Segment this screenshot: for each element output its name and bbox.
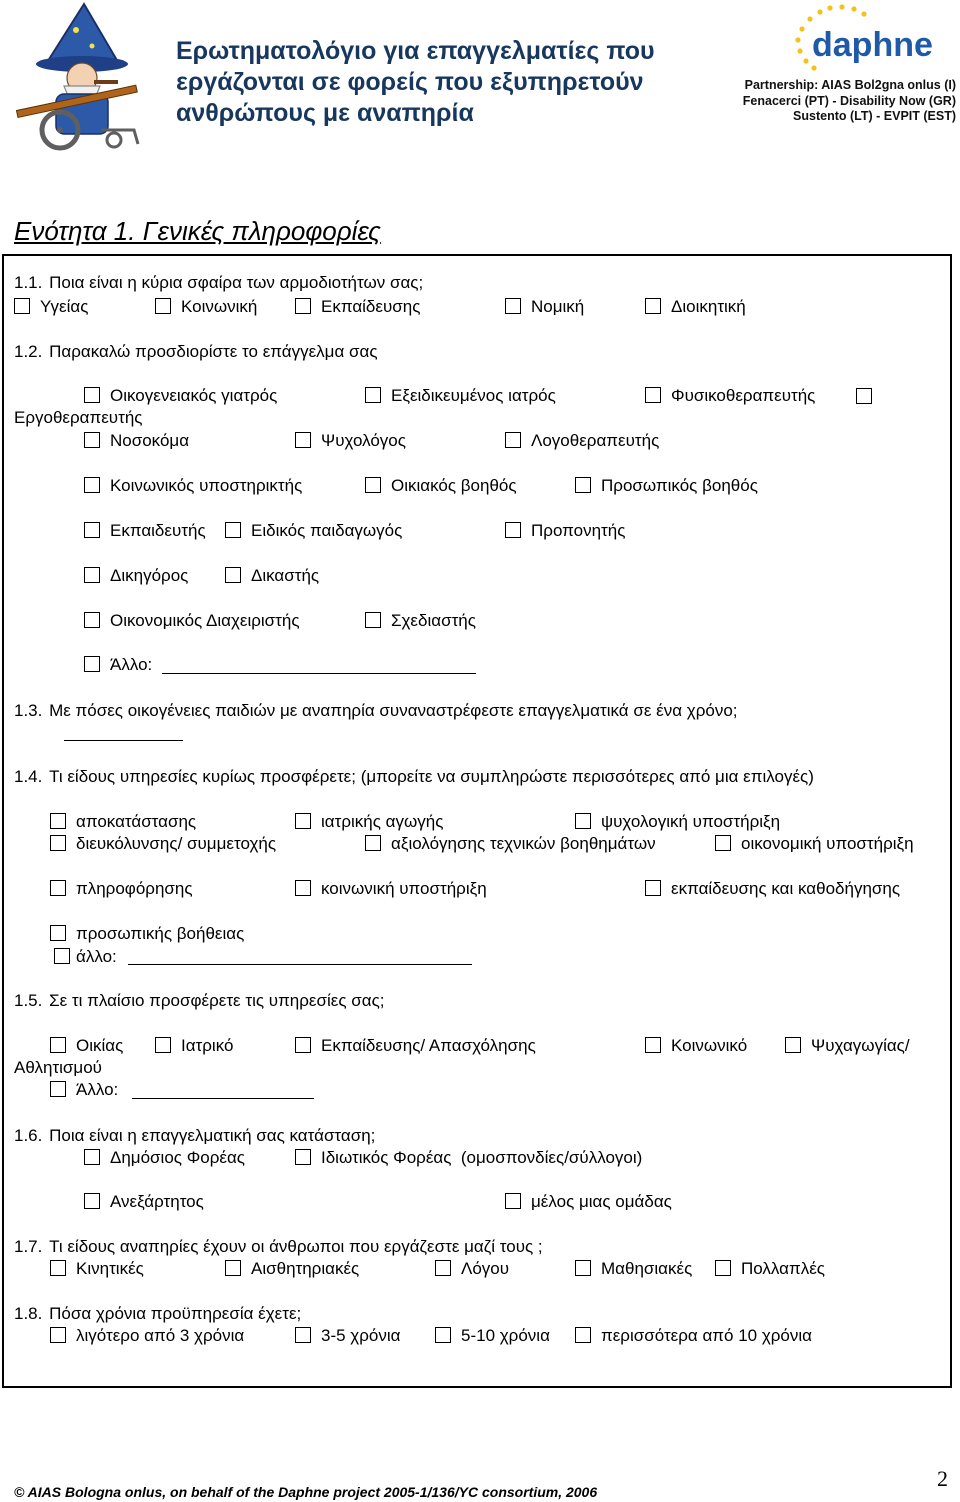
option-label: περισσότερα από 10 χρόνια — [601, 1326, 812, 1345]
option-label: 3-5 χρόνια — [321, 1326, 401, 1345]
option-ekpaideusis-kathodigisis[interactable] — [645, 879, 900, 899]
option-koinonikos-ypostiriktis[interactable] — [84, 476, 302, 496]
document-title — [176, 36, 716, 129]
title-line-2: εργάζονται σε φορείς που εξυπηρετούν — [176, 68, 644, 96]
checkbox[interactable] — [84, 567, 100, 583]
option-anexartitos[interactable] — [84, 1192, 204, 1212]
option-iatrikis-agogis[interactable] — [295, 812, 443, 832]
checkbox[interactable] — [575, 813, 591, 829]
question-number: 1.5. — [14, 991, 43, 1010]
question-1-2 — [14, 342, 378, 362]
option-label-ergotherapeftis: Εργοθεραπευτής — [14, 408, 143, 427]
option-psychologiki-ypostirixi[interactable] — [575, 812, 780, 832]
checkbox[interactable] — [645, 298, 661, 314]
checkbox[interactable] — [295, 298, 311, 314]
question-number: 1.3. — [14, 701, 43, 720]
checkbox[interactable] — [84, 656, 100, 672]
checkbox[interactable] — [50, 880, 66, 896]
option-eidikos-paidagogos[interactable] — [225, 521, 402, 541]
option-label: Δικηγόρος — [110, 566, 189, 585]
option-axiologisis-voithimaton[interactable] — [365, 834, 656, 854]
option-ekpaideftis[interactable] — [84, 521, 206, 541]
option-melos-omadas[interactable] — [505, 1192, 672, 1212]
option-label: Ψυχαγωγίας/ — [811, 1036, 910, 1055]
allo-context-blank-line[interactable] — [132, 1098, 314, 1099]
question-1-6 — [14, 1126, 375, 1146]
option-ekpaideusis-apasxolisis[interactable] — [295, 1036, 536, 1056]
option-dimosios-foreas[interactable] — [84, 1148, 245, 1168]
option-idiotikos-foreas[interactable] — [295, 1148, 642, 1168]
daphne-logo — [790, 4, 950, 79]
option-label: Οικίας — [76, 1036, 124, 1055]
option-label: Ιατρικό — [181, 1036, 234, 1055]
checkbox[interactable] — [365, 477, 381, 493]
checkbox[interactable] — [575, 1260, 591, 1276]
checkbox[interactable] — [505, 1193, 521, 1209]
question-number: 1.6. — [14, 1126, 43, 1145]
option-label: μέλος μιας ομάδας — [531, 1192, 672, 1211]
partnership-line-3: Sustento (LT) - EVPIT (EST) — [793, 109, 956, 123]
option-label: Υγείας — [40, 297, 89, 316]
option-label: Πολλαπλές — [741, 1259, 825, 1278]
option-psychologos[interactable] — [295, 431, 406, 451]
option-label: Οικογενειακός γιατρός — [110, 386, 278, 405]
option-label: Κοινωνικός υποστηρικτής — [110, 476, 303, 495]
question-1-4 — [14, 767, 814, 787]
option-logou[interactable] — [435, 1259, 509, 1279]
option-label: λιγότερο από 3 χρόνια — [76, 1326, 245, 1345]
wizard-logo-image — [6, 2, 156, 157]
option-nosokoma[interactable] — [84, 431, 189, 451]
checkbox[interactable] — [50, 1081, 66, 1097]
option-label: 5-10 χρόνια — [461, 1326, 550, 1345]
option-pliroforisis[interactable] — [50, 879, 193, 899]
option-ligotero-3[interactable] — [50, 1326, 244, 1346]
option-apokatastasis[interactable] — [50, 812, 196, 832]
checkbox[interactable] — [54, 948, 70, 964]
option-exeidikevmenos-iatros[interactable] — [365, 386, 556, 406]
option-label: Διοικητική — [671, 297, 746, 316]
option-label: αποκατάστασης — [76, 812, 197, 831]
option-label: οικονομική υποστήριξη — [741, 834, 914, 853]
option-label: Οικιακός βοηθός — [391, 476, 517, 495]
option-label: Δικαστής — [251, 566, 320, 585]
option-dioikitiki[interactable] — [645, 297, 746, 317]
option-label: Λόγου — [461, 1259, 510, 1278]
option-label: Ανεξάρτητος — [110, 1192, 204, 1211]
checkbox[interactable] — [575, 1327, 591, 1343]
option-dieukolynsis[interactable] — [50, 834, 276, 854]
question-text: Τι είδους αναπηρίες έχουν οι άνθρωποι που εργάζεστε μαζί τους ; — [49, 1237, 543, 1256]
checkbox[interactable] — [365, 387, 381, 403]
option-label: πληροφόρησης — [76, 879, 193, 898]
option-oikias[interactable] — [50, 1036, 123, 1056]
option-label: Αισθητηριακές — [251, 1259, 360, 1278]
checkbox[interactable] — [295, 1037, 311, 1053]
allo-blank-line[interactable] — [162, 673, 476, 674]
option-label: Φυσικοθεραπευτής — [671, 386, 816, 405]
allo-services-blank-line[interactable] — [128, 964, 472, 965]
option-pollaples[interactable] — [715, 1259, 825, 1279]
checkbox[interactable] — [645, 387, 661, 403]
checkbox[interactable] — [575, 477, 591, 493]
question-number: 1.2. — [14, 342, 43, 361]
option-label: Εκπαίδευσης — [321, 297, 421, 316]
option-label: Οικονομικός Διαχειριστής — [110, 611, 300, 630]
option-label: Δημόσιος Φορέας — [110, 1148, 245, 1167]
option-label: κοινωνική υποστήριξη — [321, 879, 487, 898]
checkbox[interactable] — [225, 1260, 241, 1276]
checkbox[interactable] — [645, 1037, 661, 1053]
option-label: ψυχολογική υποστήριξη — [601, 812, 781, 831]
option-3-5[interactable] — [295, 1326, 400, 1346]
option-koinoniki-ypostirixi[interactable] — [295, 879, 487, 899]
checkbox[interactable] — [50, 925, 66, 941]
option-perissotera-10[interactable] — [575, 1326, 812, 1346]
checkbox[interactable] — [435, 1260, 451, 1276]
option-label: Ψυχολόγος — [321, 431, 406, 450]
checkbox[interactable] — [50, 1037, 66, 1053]
checkbox[interactable] — [84, 522, 100, 538]
option-proponitis[interactable] — [505, 521, 625, 541]
option-label: Κοινωνική — [181, 297, 258, 316]
checkbox[interactable] — [295, 880, 311, 896]
checkbox[interactable] — [155, 1037, 171, 1053]
checkbox[interactable] — [645, 880, 661, 896]
option-oikiakos-voithos[interactable] — [365, 476, 517, 496]
question-number: 1.7. — [14, 1237, 43, 1256]
option-label-athlitismou: Αθλητισμού — [14, 1058, 102, 1077]
option-label: Ειδικός παιδαγωγός — [251, 521, 403, 540]
checkbox[interactable] — [225, 567, 241, 583]
option-label: Νοσοκόμα — [110, 431, 190, 450]
checkbox[interactable] — [715, 835, 731, 851]
question-text: Τι είδους υπηρεσίες κυρίως προσφέρετε; (μπορείτε να συμπληρώστε περισσότερες από μια επιλογές) — [49, 767, 814, 786]
option-label: Νομική — [531, 297, 585, 316]
checkbox[interactable] — [295, 813, 311, 829]
partnership-line-2: Fenacerci (PT) - Disability Now (GR) — [742, 93, 956, 108]
option-label: Ιδιωτικός Φορέας (ομοσπονδίες/σύλλογοι) — [321, 1148, 643, 1167]
option-dikastis[interactable] — [225, 566, 319, 586]
page-number: 2 — [937, 1466, 948, 1491]
question-text: Με πόσες οικογένειες παιδιών με αναπηρία συναναστρέφεστε επαγγελματικά σε ένα χρόνο; — [49, 701, 738, 720]
option-5-10[interactable] — [435, 1326, 550, 1346]
option-oikogeneiakos-giatros[interactable] — [84, 386, 277, 406]
section-title: Ενότητα 1. Γενικές πληροφορίες — [14, 216, 381, 246]
option-fysikotherapeftis[interactable] — [645, 386, 815, 406]
option-label: εκπαίδευσης και καθοδήγησης — [671, 879, 901, 898]
option-psychagogias[interactable] — [785, 1036, 910, 1056]
checkbox[interactable] — [155, 298, 171, 314]
question-text: Ποια είναι η κύρια σφαίρα των αρμοδιοτήτων σας; — [49, 273, 424, 292]
question-1-3 — [14, 701, 738, 721]
checkbox[interactable] — [84, 477, 100, 493]
option-label: Εκπαιδευτής — [110, 521, 206, 540]
option-prosopikos-voithos[interactable] — [575, 476, 758, 496]
checkbox[interactable] — [505, 432, 521, 448]
checkbox[interactable] — [715, 1260, 731, 1276]
option-label: Κοινωνικό — [671, 1036, 748, 1055]
option-label: Προσωπικός βοηθός — [601, 476, 758, 495]
checkbox[interactable] — [505, 522, 521, 538]
option-schediastis[interactable] — [365, 611, 476, 631]
option-label: άλλο: — [76, 947, 117, 966]
checkbox[interactable] — [295, 432, 311, 448]
option-allo[interactable] — [84, 655, 152, 675]
option-label: Άλλο: — [76, 1080, 119, 1099]
question-1-8 — [14, 1304, 301, 1324]
option-logotherapeftis[interactable] — [505, 431, 659, 451]
title-line-1: Ερωτηματολόγιο για επαγγελματίες που — [176, 37, 655, 65]
svg-text:daphne: daphne — [812, 26, 933, 64]
checkbox[interactable] — [84, 1193, 100, 1209]
question-number: 1.1. — [14, 273, 43, 292]
checkbox[interactable] — [50, 835, 66, 851]
partnership-line-1: Partnership: AIAS Bol2gna onlus (I) — [744, 78, 956, 92]
question-text: Ποια είναι η επαγγελματική σας κατάσταση; — [49, 1126, 376, 1145]
option-ekpaideusis[interactable] — [295, 297, 420, 317]
checkbox[interactable] — [365, 835, 381, 851]
option-label: προσωπικής βοήθειας — [76, 924, 245, 943]
checkbox[interactable] — [505, 298, 521, 314]
question-1-7 — [14, 1237, 543, 1257]
checkbox[interactable] — [435, 1327, 451, 1343]
option-dikigoros[interactable] — [84, 566, 188, 586]
footer-copyright: © AIAS Bologna onlus, on behalf of the Daphne project 2005-1/136/YC consortium, 2006 — [14, 1484, 598, 1500]
question-text: Πόσα χρόνια προϋπηρεσία έχετε; — [49, 1304, 302, 1323]
question-number: 1.4. — [14, 767, 43, 786]
checkbox[interactable] — [84, 1149, 100, 1165]
question-1-5 — [14, 991, 385, 1011]
option-label: Εκπαίδευσης/ Απασχόλησης — [321, 1036, 536, 1055]
question-number: 1.8. — [14, 1304, 43, 1323]
option-nomiki[interactable] — [505, 297, 584, 317]
question-text: Σε τι πλαίσιο προσφέρετε τις υπηρεσίες σας; — [49, 991, 385, 1010]
option-label: Μαθησιακές — [601, 1259, 693, 1278]
option-oikonomiki-ypostirixi[interactable] — [715, 834, 914, 854]
option-label: Προπονητής — [531, 521, 626, 540]
option-label: αξιολόγησης τεχνικών βοηθημάτων — [391, 834, 656, 853]
title-line-3: ανθρώπους με αναπηρία — [176, 99, 474, 127]
checkbox[interactable] — [50, 1327, 66, 1343]
option-ygeias[interactable] — [14, 297, 88, 317]
option-label: Λογοθεραπευτής — [531, 431, 660, 450]
checkbox[interactable] — [84, 432, 100, 448]
option-iatriko[interactable] — [155, 1036, 233, 1056]
question-1-1 — [14, 273, 423, 293]
checkbox[interactable] — [84, 612, 100, 628]
option-label: ιατρικής αγωγής — [321, 812, 444, 831]
partnership-info — [743, 78, 956, 125]
option-koinoniko[interactable] — [645, 1036, 747, 1056]
checkbox[interactable] — [785, 1037, 801, 1053]
checkbox[interactable] — [295, 1327, 311, 1343]
option-label: Άλλο: — [110, 655, 153, 674]
option-label: Εξειδικευμένος ιατρός — [391, 386, 556, 405]
families-count-blank[interactable] — [64, 740, 183, 741]
option-mathisiakes[interactable] — [575, 1259, 692, 1279]
checkbox[interactable] — [50, 813, 66, 829]
checkbox[interactable] — [84, 387, 100, 403]
checkbox-ergotherapeftis[interactable] — [856, 388, 872, 404]
checkbox[interactable] — [365, 612, 381, 628]
checkbox[interactable] — [295, 1149, 311, 1165]
option-allo-services[interactable] — [54, 947, 117, 967]
checkbox[interactable] — [225, 522, 241, 538]
checkbox[interactable] — [14, 298, 30, 314]
option-koinoniki[interactable] — [155, 297, 257, 317]
option-prosopikis-voitheias[interactable] — [50, 924, 244, 944]
option-aisthitiriakes[interactable] — [225, 1259, 359, 1279]
option-label: Σχεδιαστής — [391, 611, 476, 630]
question-text: Παρακαλώ προσδιορίστε το επάγγελμα σας — [49, 342, 378, 361]
option-kinitikes[interactable] — [50, 1259, 144, 1279]
option-label: διευκόλυνσης/ συμμετοχής — [76, 834, 277, 853]
checkbox[interactable] — [50, 1260, 66, 1276]
option-oikonomikos-diacheiristis[interactable] — [84, 611, 300, 631]
option-allo-context[interactable] — [50, 1080, 118, 1100]
option-label: Κινητικές — [76, 1259, 144, 1278]
